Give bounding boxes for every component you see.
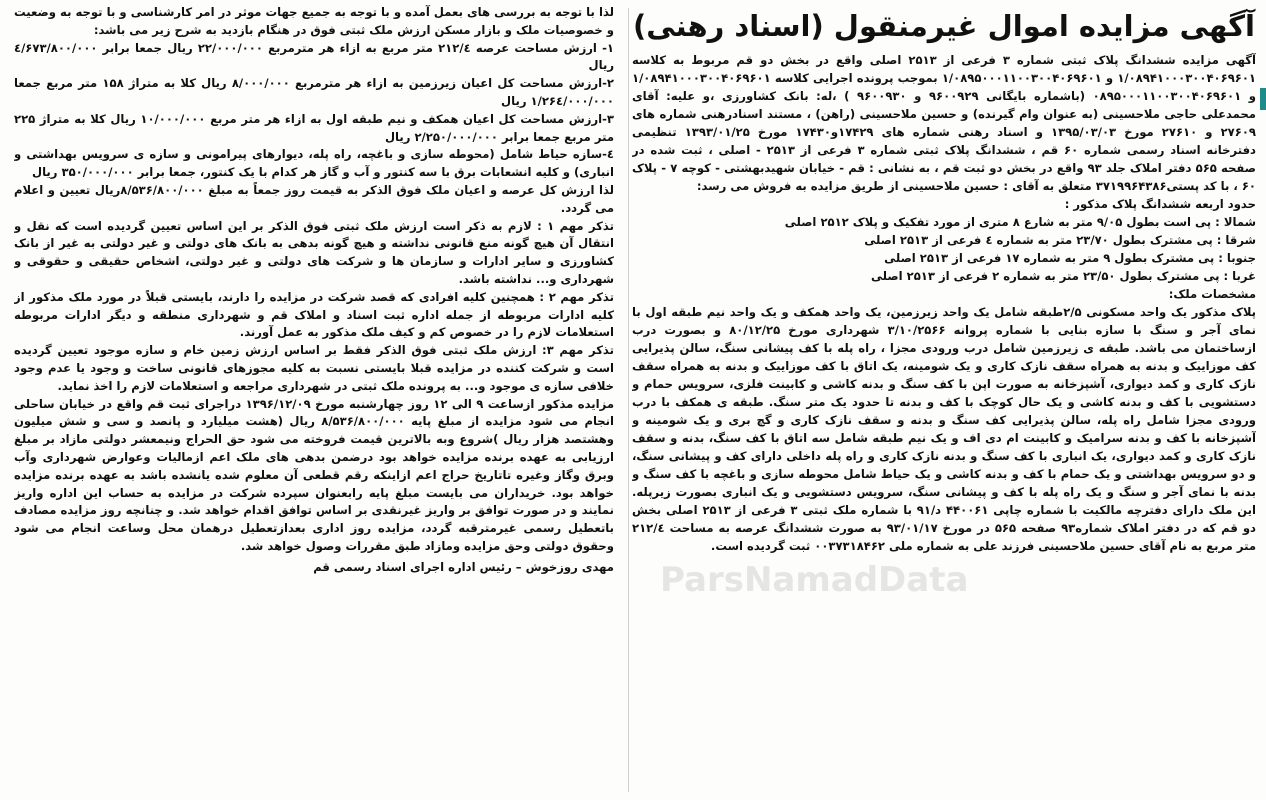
important-note-2: تذکر مهم ۲ : همچنین کلیه افرادی که قصد شرکت در مزایده را دارند، بایستی قبلاً در مورد ملک مذکور از کلیه ادارات مربوطه از جمله اداره ثبت اسناد و املاک قم و شهرداری منطقه و دیگر ادارات مربوطه استعلامات لازم را در خصوص کم و کیف ملک مذکور به عمل آورند.	[14, 289, 614, 340]
important-note-1: تذکر مهم ۱ : لازم به ذکر است ارزش ملک ثبتی فوق الذکر بر این اساس تعیین گردیده است که نقل و انتقال آن هیچ گونه منع قانونی نداشته و هیچ گونه بدهی به بانک های دولتی و غیر دولتی به غیر از بانک کشاورزی و سایر ادارات و سازمان ها و شرکت های دولتی و غیر دولتی، اشخاص حقیقی و حقوقی و شهرداری و... نداشته باشد.	[14, 218, 614, 286]
column-divider	[628, 8, 629, 792]
specs-paragraph: پلاک مذکور یک واحد مسکونی ۲/۵طبقه شامل یک واحد زیرزمین، یک واحد همکف و یک واحد نیم طبقه اول با نمای آجر و سنگ با سازه بنایی با شماره پروانه ۳/۱۰/۲۵۶۶ شهرداری مورخ ۸۰/۱۲/۲۵ و بصورت درب ازساختمان می باشد. طبقه ی زیرزمین شامل درب ورودی مجزا ، راه پله با کف پیشانی سنگ، سالن پذیرایی کف موزاییک و بدنه به همراه سقف نازک کاری و یک شومینه، یک اتاق با کف موزاییک و بدنه به همراه سقف نازک کاری و کمد دیواری، آشپزخانه به صورت اپن با کف سنگ و بدنه کاشی و کابینت فلزی، سرویس حمام و دستشویی با کف و بدنه کاشی و یک حال کوچک با کف و بدنه تا حدود یک متر سنگ. طبقه ی همکف با درب ورودی مجزا شامل راه پله، سالن پذیرایی کف سنگ و بدنه و سقف نازک کاری و گچ بری و یک شومینه و آشپزخانه با کف و بدنه سرامیک و کابینت ام دی اف و یک نیم طبقه شامل سه اتاق با کف سنگ، بدنه و سقف نازک کاری و کمد دیواری، یک انباری با کف سنگ و بدنه نازک کاری و راه پله داخلی دارای کف و پیشانی سنگ، و دو سرویس بهداشتی و یک حمام با کف و بدنه کاشی و یک حیاط شامل محوطه سازی و باغچه با کف سنگ و بدنه با نمای آجر و سنگ و یک راه پله با کف و پیشانی سنگ، سرویس دستشویی و یک انباری بصورت زیرپله. این ملک دارای دفترچه مالکیت با شماره چاپی ۴۴۰۰۶۱ د/۹۱ با شماره ملک ثبتی ۳ فرعی از ۲۵۱۳ اصلی بخش دو قم که در دفتر املاک شماره۹۳ صفحه ۵۶۵ در مورخ ۹۳/۰۱/۱۷ به صورت ششدانگ عرصه به مساحت ۲۱۲/٤ متر مربع به نام آقای حسین ملاحسینی فرزند علی به شماره ملی ۰۰۳۷۳۱۸۴۶۲ ثبت گردیده است.	[632, 305, 1256, 553]
watermark-logo: ParsNamadData	[660, 560, 969, 600]
notice-title: آگهی مزایده اموال غیرمنقول (اسناد رهنی)	[633, 9, 1255, 43]
valuation-item-ground-floor: ۳-ارزش مساحت کل اعیان همکف و نیم طبقه اول به ازاء هر متر مربع ۱۰/۰۰۰/۰۰۰ ریال کلا به متراژ ۲۲۵ متر مربع جمعا برابر ۲/۲۵۰/۰۰۰/۰۰۰ ریال	[14, 111, 614, 144]
valuation-intro: لذا با توجه به بررسی های بعمل آمده و با توجه به جمیع جهات موثر در امر کارشناسی و با توجه به وضعیت و خصوصیات ملک و بازار مسکن ارزش ملک ثبتی فوق در هنگام بازدید به شرح زیر می باشد:	[14, 5, 614, 37]
valuation-total: لذا ارزش کل عرصه و اعیان ملک فوق الذکر به قیمت روز جمعاً به مبلغ ۸/۵۳۶/۸۰۰/۰۰۰ریال تعیین و اعلام می گردد.	[14, 182, 614, 215]
auction-details: مزایده مذکور ازساعت ۹ الی ۱۲ روز چهارشنبه مورخ ۱۳۹۶/۱۲/۰۹ دراجرای ثبت قم واقع در خیابان ساحلی انجام می شود مزایده از مبلغ پایه ۸/۵۳۶/۸۰۰/۰۰۰ ریال (هشت میلیارد و پانصد و سی و شش میلیون وهشتصد هزار ریال )شروع وبه بالاترین قیمت فروخته می شود حق الحراج ونیمعشر دولتی مازاد بر مبلغ ارزیابی به عهده برنده مزایده خواهد بود درضمن بدهی های ملک اعم ازمالیات وعوارض شهرداری وآب وبرق وگاز وغیره تاتاریخ حراج اعم ازاینکه رقم قطعی آن معلوم شده یانشده باشد به عهده برنده مزایده خواهد بود. خریداران می بایست مبلغ پایه رابعنوان سپرده شرکت در مزایده به حساب این اداره واریز نمایند و در صورت توافق بر واریز غیرنقدی بر اساس توافق اقدام خواهد شد. و چنانچه روز مزایده مصادف باتعطیل رسمی غیرمترقبه گردد، مزایده روز اداری بعدازتعطیل درهمان محل وساعت انجام می شود وحقوق دولتی وحق مزایده ومازاد طبق مقررات وصول خواهد شد.	[14, 396, 614, 553]
valuation-item-basement: ۲-ارزش مساحت کل اعیان زیرزمین به ازاء هر مترمربع ۸/۰۰۰/۰۰۰ ریال کلا به متراژ ۱۵۸ متر مربع جمعا ۱/۲۶٤/۰۰۰/۰۰۰ ریال	[14, 76, 614, 108]
signature-line: مهدی روزخوش – رئیس اداره اجرای اسناد رسمی قم	[313, 559, 614, 574]
right-column	[632, 4, 1256, 794]
left-column	[14, 4, 614, 794]
boundary-east: شرقا : پی مشترک بطول ۲۳/۷۰ متر به شماره ٤ فرعی از ۲۵۱۳ اصلی	[864, 233, 1256, 247]
valuation-item-yard: ٤-سازه حیاط شامل (محوطه سازی و باغچه، راه پله، دیوارهای پیرامونی و سازه ی سرویس بهداشتی و انباری) و کلیه انشعابات برق با سه کنتور و آب و گاز هر کدام با یک کنتور، جمعا برابر ۳۵۰/۰۰۰/۰۰۰ ریال	[14, 147, 614, 180]
valuation-item-land: ۱- ارزش مساحت عرصه ۲۱۲/٤ متر مربع به ازاء هر مترمربع ۲۲/۰۰۰/۰۰۰ ریال جمعا برابر ٤/۶۷۳/۸۰۰/۰۰۰ ریال	[14, 40, 614, 73]
important-note-3: تذکر مهم ۳: ارزش ملک ثبتی فوق الذکر فقط بر اساس ارزش زمین خام و سازه موجود تعیین گردیده است و شرکت کننده در مزایده قبلا بایستی نسبت به کلیه مجوزهای قانونی ساخت و وجود یا عدم وجود خلافی سازه ی موجود و... به پرونده ملک ثبتی در شهرداری مراجعه و استعلامات لازم را اخذ نماید.	[14, 343, 614, 393]
intro-paragraph: آگهی مزایده ششدانگ پلاک ثبتی شماره ۳ فرعی از ۲۵۱۳ اصلی واقع در بخش دو قم مربوط به کلاسه ۱/۰۸۹۴۱۰۰۰۳۰۰۴۰۶۹۶۰۱ و ۱/۰۸۹۵۰۰۰۱۱۰۰۳۰۰۴۰۶۹۶۰۱ بموجب پرونده اجرایی کلاسه ۱/۰۸۹۴۱۰۰۰۳۰۰۴۰۶۹۶۰۱ و ۰۸۹۵۰۰۰۱۱۰۰۳۰۰۴۰۶۹۶۰۱ (باشماره بایگانی ۹۶۰۰۹۲۹ و ۹۶۰۰۹۳۰ ) ،له: بانک کشاورزی ،و علیه: آقای محمدعلی حاجی ملاحسینی (به عنوان وام گیرنده) و حسین ملاحسینی (راهن) ، مستند اسنادرهنی شماره های ۲۷۶۰۹ و ۲۷۶۱۰ مورخ ۱۳۹۵/۰۳/۰۳ و اسناد رهنی شماره های ۱۷۴۲۹و۱۷۴۳۰ مورخ ۱۳۹۳/۰۱/۲۵ تنظیمی دفترخانه اسناد رسمی شماره ۶۰ قم ، ششدانگ پلاک ثبتی شماره ۳ فرعی از ۲۵۱۳ - اصلی ، ثبت شده در صفحه ۵۶۵ دفتر املاک جلد ۹۳ واقع در بخش دو ثبت قم ، به نشانی : قم - خیابان شهیدبهشتی - کوچه ۷ - پلاک ۶۰ ، با کد پستی۳۷۱۹۹۶۴۳۸۶ متعلق به آقای : حسین ملاحسینی از طریق مزایده به فروش می رسد:	[632, 53, 1256, 193]
boundary-south: جنوبا : پی مشترک بطول ۹ متر به شماره ۱۷ فرعی از ۲۵۱۳ اصلی	[884, 251, 1256, 265]
boundary-west: غربا : پی مشترک بطول ۲۳/۵۰ متر به شماره ۲ فرعی از ۲۵۱۳ اصلی	[870, 269, 1256, 283]
specs-heading: مشخصات ملک:	[1168, 287, 1256, 301]
edge-color-mark	[1260, 88, 1266, 110]
boundary-north: شمالا : پی است بطول ۹/۰۵ متر به شارع ۸ متری از مورد تفکیک و پلاک ۲۵۱۲ اصلی	[784, 215, 1256, 229]
boundaries-heading: حدود اربعه ششدانگ پلاک مذکور :	[1064, 197, 1256, 211]
